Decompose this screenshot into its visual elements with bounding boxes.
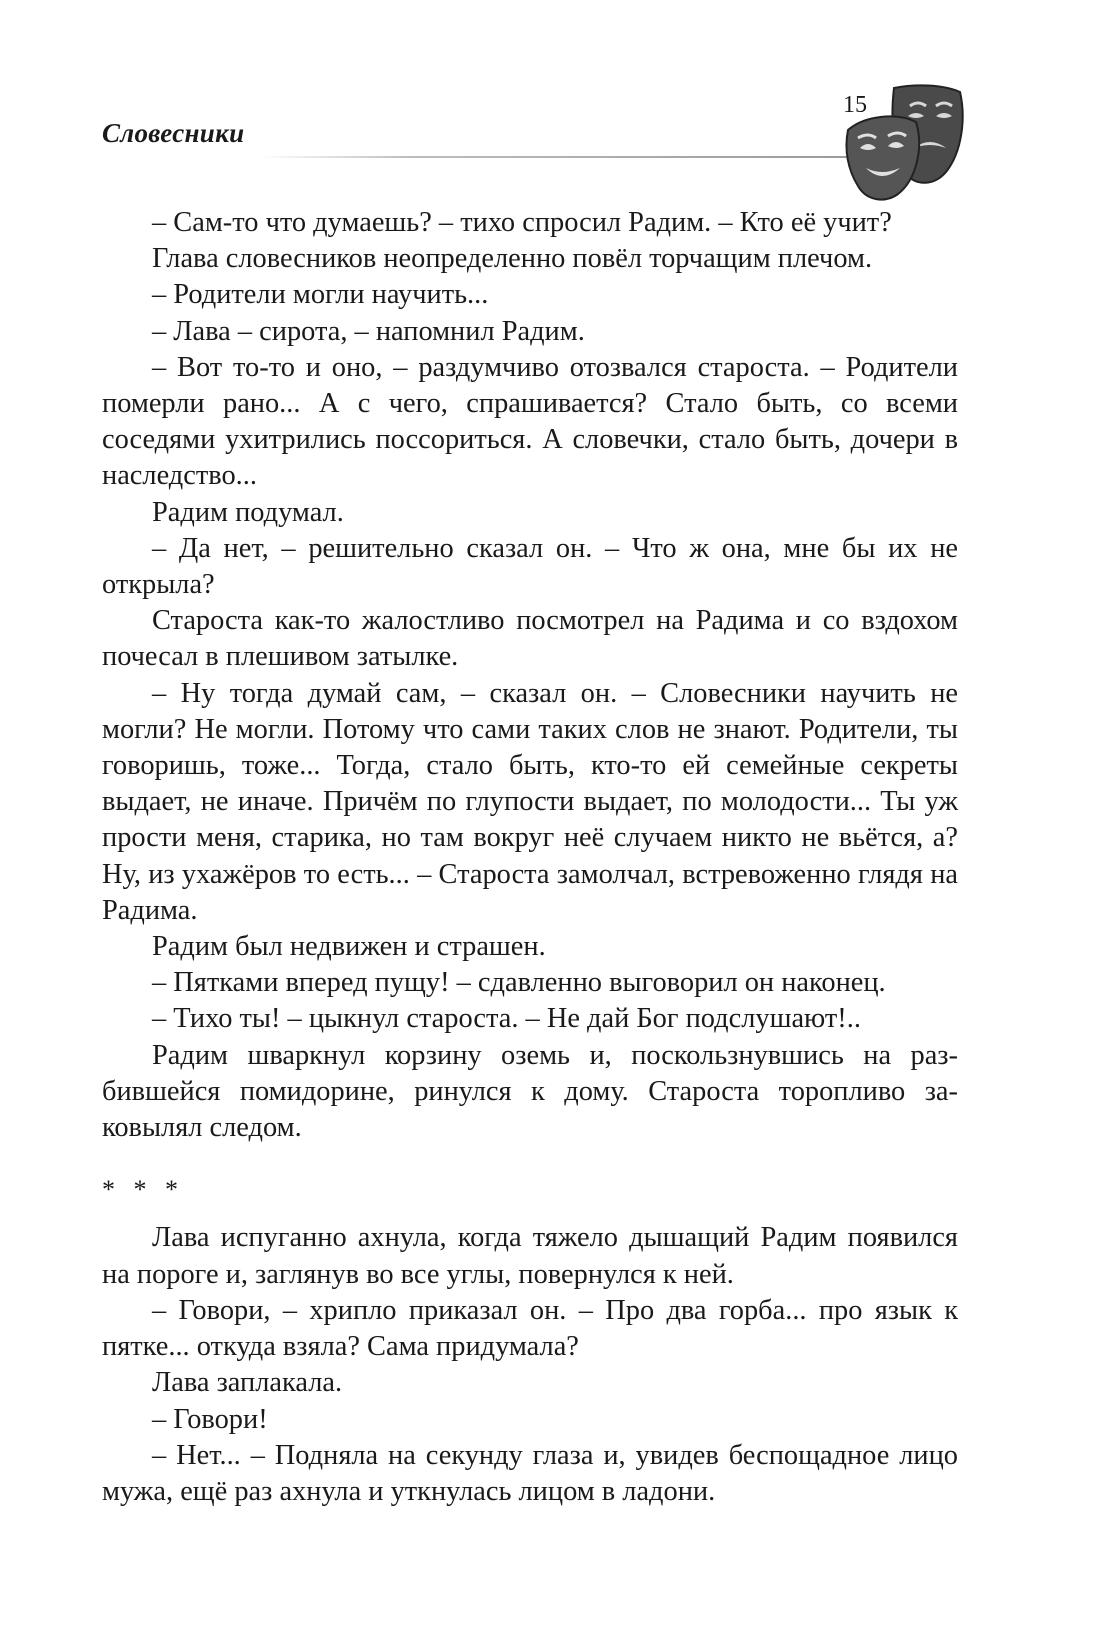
paragraph: – Родители могли научить... (152, 279, 489, 311)
paragraph: Глава словесников неопределенно повёл торчащим плечом. (152, 243, 873, 275)
page-number: 15 (843, 92, 867, 118)
theater-masks-icon (842, 82, 972, 204)
running-head: Словесники (102, 118, 245, 148)
paragraph: – Нет... – Подняла на секунду глаза и, увидев беспощадное лицо мужа, ещё раз ахнула и уткнулась лицом в ладони. (102, 1439, 958, 1507)
paragraph: – Вот то-то и оно, – раздумчиво отозвался староста. – Родители померли рано... А с чего, спрашивается? Стало быть, со всеми соседями ухитрились поссориться. А словечки, стало быть, дочери в наследство... (102, 351, 958, 492)
paragraph: – Говори, – хрипло приказал он. – Про два горба... про язык к пятке... откуда взяла? Сама придумала? (102, 1294, 958, 1363)
paragraph: – Тихо ты! – цыкнул староста. – Не дай Бог подслушают!.. (152, 1003, 861, 1035)
header-rule (260, 156, 860, 158)
paragraph: Лава заплакала. (152, 1367, 343, 1399)
paragraph: – Пятками вперед пущу! – сдавленно выговорил он наконец. (152, 967, 886, 999)
paragraph: – Ну тогда думай сам, – сказал он. – Словесники научить не могли? Не могли. Потому что сами таких слов не знают. Родители, ты говоришь, тоже... Тогда, стало быть, кто-то ей семейные секреты выдает, не иначе. Причём по глупости выдает, по молодости... Ты уж прости меня, старика, но там вокруг неё случаем никто не вьётся, а? Ну, из ухажёров то есть... – Староста замолчал, встревоженно глядя на Радима. (102, 677, 958, 926)
section-break: * * * (102, 1175, 184, 1205)
paragraph: – Да нет, – решительно сказал он. – Что ж она, мне бы их не открыла? (102, 532, 958, 601)
paragraph: – Говори! (152, 1403, 268, 1435)
paragraph: Лава испуганно ахнула, когда тяжело дышащий Радим появился на пороге и, заглянув во все углы, повернулся к ней. (102, 1222, 958, 1290)
paragraph: – Лава – сирота, – напомнил Радим. (152, 315, 585, 347)
paragraph: Радим подумал. (152, 496, 344, 528)
paragraph: Радим был недвижен и страшен. (152, 931, 546, 963)
paragraph: – Сам-то что думаешь? – тихо спросил Радим. – Кто её учит? (152, 207, 892, 238)
body-text (102, 205, 958, 1510)
paragraph: Радим шваркнул корзину оземь и, поскользнувшись на разбившейся помидорине, ринулся к дому. Староста торопливо заковылял следом. (102, 1039, 958, 1144)
paragraph: Староста как-то жалостливо посмотрел на Радима и со вздохом почесал в плешивом затылке. (102, 605, 958, 673)
